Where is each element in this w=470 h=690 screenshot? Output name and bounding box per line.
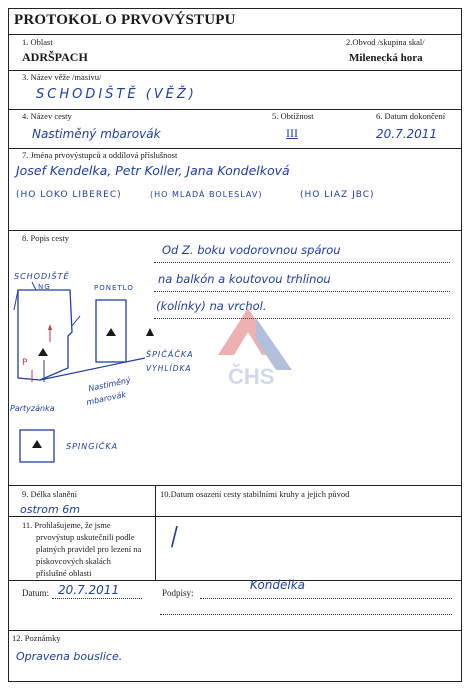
cesta-value: Nastiměný mbarovák	[32, 127, 161, 141]
cesta-label: 4. Název cesty	[22, 111, 72, 121]
obtiznost-value: III	[286, 126, 298, 140]
club-boleslav: (HO MLADÁ BOLESLAV)	[150, 190, 263, 199]
obvod-label: 2.Obvod /skupina skal/	[346, 37, 425, 47]
prvovystupci-label: 7. Jména prvovýstupců a oddílová příslušnost	[22, 150, 178, 160]
datum-dokonceni-value: 20.7.2011	[376, 127, 438, 141]
datum-dokonceni-label: 6. Datum dokončení	[376, 111, 446, 121]
sketch-ng: NG	[38, 283, 51, 291]
osazeni-value: /	[170, 522, 178, 552]
form-title: PROTOKOL O PRVOVÝSTUPU	[14, 12, 236, 28]
vez-value: SCHODIŠTĚ (VĚŽ)	[36, 87, 197, 102]
osazeni-label: 10.Datum osazení cesty stabilními kruhy a jejich původ	[160, 489, 350, 499]
sketch-ponetlo: PONETLO	[94, 284, 134, 292]
poznamky-label: 12. Poznámky	[12, 633, 61, 643]
club-jbc: (HO LIAZ JBC)	[300, 190, 375, 200]
sketch-p: P	[22, 358, 29, 368]
poznamky-value: Opravena bouslice.	[16, 650, 123, 663]
slaneni-value: ostrom 6m	[20, 503, 80, 516]
popis-line-2: na balkón a koutovou trhlinou	[158, 272, 331, 286]
prohlaseni-line-1: 11. Prohlašujeme, že jsme	[22, 520, 111, 530]
prohlaseni-line-2: prvovýstup uskutečnili podle	[36, 532, 135, 542]
sketch-spingicka: SPINGIČKA	[66, 442, 119, 451]
prohlaseni-line-5: příslušné oblasti	[36, 568, 92, 578]
vez-label: 3. Název věže /masivu/	[22, 72, 102, 82]
obvod-value: Milenecká hora	[349, 52, 423, 64]
popis-line-3: (kolínky) na vrchol.	[156, 299, 267, 313]
prohlaseni-line-3: platných pravidel pro lezení na	[36, 544, 142, 554]
datum-value: 20.7.2011	[58, 583, 120, 597]
prohlaseni-line-4: pískovcových skalách	[36, 556, 111, 566]
chs-watermark	[200, 300, 300, 390]
popis-label: 8. Popis cesty	[22, 233, 69, 243]
oblast-label: 1. Oblast	[22, 37, 53, 47]
slaneni-label: 9. Délka slanění	[22, 489, 77, 499]
sketch-partyzanka: Partyzánka	[10, 404, 55, 413]
sketch-schodiste: SCHODIŠTĚ	[14, 272, 70, 281]
sketch-cesta-2: mbarovák	[85, 389, 127, 408]
watermark-text: ČHS	[228, 364, 275, 389]
sketch-spiracka: ŠPIČÁČKA	[146, 350, 194, 359]
popis-line-1: Od Z. boku vodorovnou spárou	[162, 243, 341, 257]
sketch-vyhlidka: VYHLÍDKA	[146, 364, 192, 373]
datum-label: Datum:	[22, 588, 49, 598]
club-liberec: (HO LOKO LIBEREC)	[16, 190, 122, 200]
oblast-value: ADRŠPACH	[22, 50, 88, 64]
prvovystupci-names: Josef Kendelka, Petr Koller, Jana Kondelková	[16, 163, 290, 178]
podpisy-label: Podpisy:	[162, 588, 194, 598]
sketch-cesta-1: Nastiměný	[87, 375, 132, 394]
podpisy-value: Kondelka	[250, 578, 306, 592]
obtiznost-label: 5. Obtížnost	[272, 111, 314, 121]
